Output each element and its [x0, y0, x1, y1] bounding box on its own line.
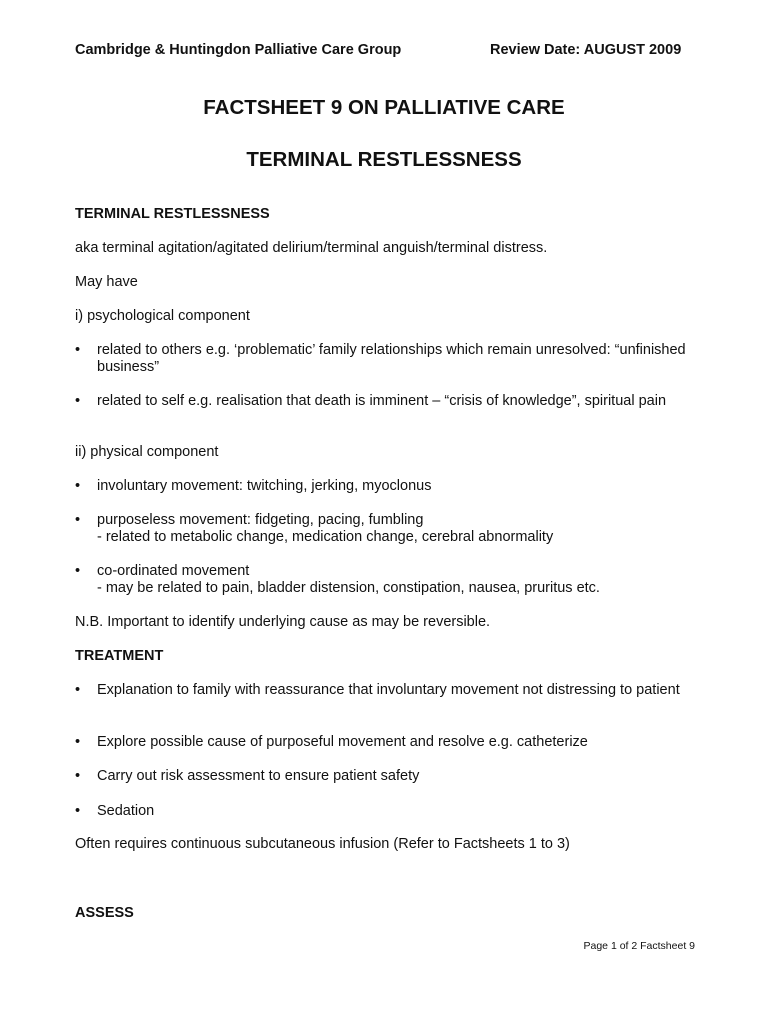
nb-paragraph: N.B. Important to identify underlying cause as may be reversible.	[75, 614, 491, 630]
section-heading-terminal-restlessness: TERMINAL RESTLESSNESS	[75, 206, 270, 222]
bullet-glyph: •	[75, 734, 81, 750]
section-heading-treatment: TREATMENT	[75, 648, 164, 664]
may-have-paragraph: May have	[75, 274, 138, 290]
infusion-note: Often requires continuous subcutaneous infusion (Refer to Factsheets 1 to 3)	[75, 836, 570, 852]
list-item: related to self e.g. realisation that death is imminent – “crisis of knowledge”, spiritual pain	[97, 393, 667, 409]
list-item-subnote: - may be related to pain, bladder distension, constipation, nausea, pruritus etc.	[97, 580, 600, 596]
bullet-glyph: •	[75, 768, 81, 784]
list-item: related to others e.g. ‘problematic’ family relationships which remain unresolved: “unfinished business”	[97, 342, 686, 375]
bullet-glyph: •	[75, 393, 81, 409]
aka-paragraph: aka terminal agitation/agitated delirium/terminal anguish/terminal distress.	[75, 240, 548, 256]
bullet-glyph: •	[75, 563, 81, 579]
list-item: Explanation to family with reassurance that involuntary movement not distressing to patient	[97, 682, 680, 698]
section-heading-assess: ASSESS	[75, 905, 134, 921]
page-footer: Page 1 of 2 Factsheet 9	[583, 940, 695, 952]
header-review-date: Review Date: AUGUST 2009	[490, 42, 682, 58]
document-subtitle: TERMINAL RESTLESSNESS	[246, 148, 522, 171]
bullet-glyph: •	[75, 803, 81, 819]
list-item: Explore possible cause of purposeful movement and resolve e.g. catheterize	[97, 734, 588, 750]
bullet-glyph: •	[75, 342, 81, 358]
physical-component-label: ii) physical component	[75, 444, 219, 460]
list-item: purposeless movement: fidgeting, pacing, fumbling	[97, 512, 424, 528]
list-item: Sedation	[97, 803, 155, 819]
list-item: involuntary movement: twitching, jerking, myoclonus	[97, 478, 432, 494]
bullet-glyph: •	[75, 682, 81, 698]
list-item-subnote: - related to metabolic change, medication change, cerebral abnormality	[97, 529, 554, 545]
bullet-glyph: •	[75, 512, 81, 528]
list-item: Carry out risk assessment to ensure patient safety	[97, 768, 420, 784]
header-organization: Cambridge & Huntingdon Palliative Care Group	[75, 42, 402, 58]
document-title: FACTSHEET 9 ON PALLIATIVE CARE	[203, 96, 565, 119]
list-item: co-ordinated movement	[97, 563, 250, 579]
psychological-component-label: i) psychological component	[75, 308, 250, 324]
bullet-glyph: •	[75, 478, 81, 494]
